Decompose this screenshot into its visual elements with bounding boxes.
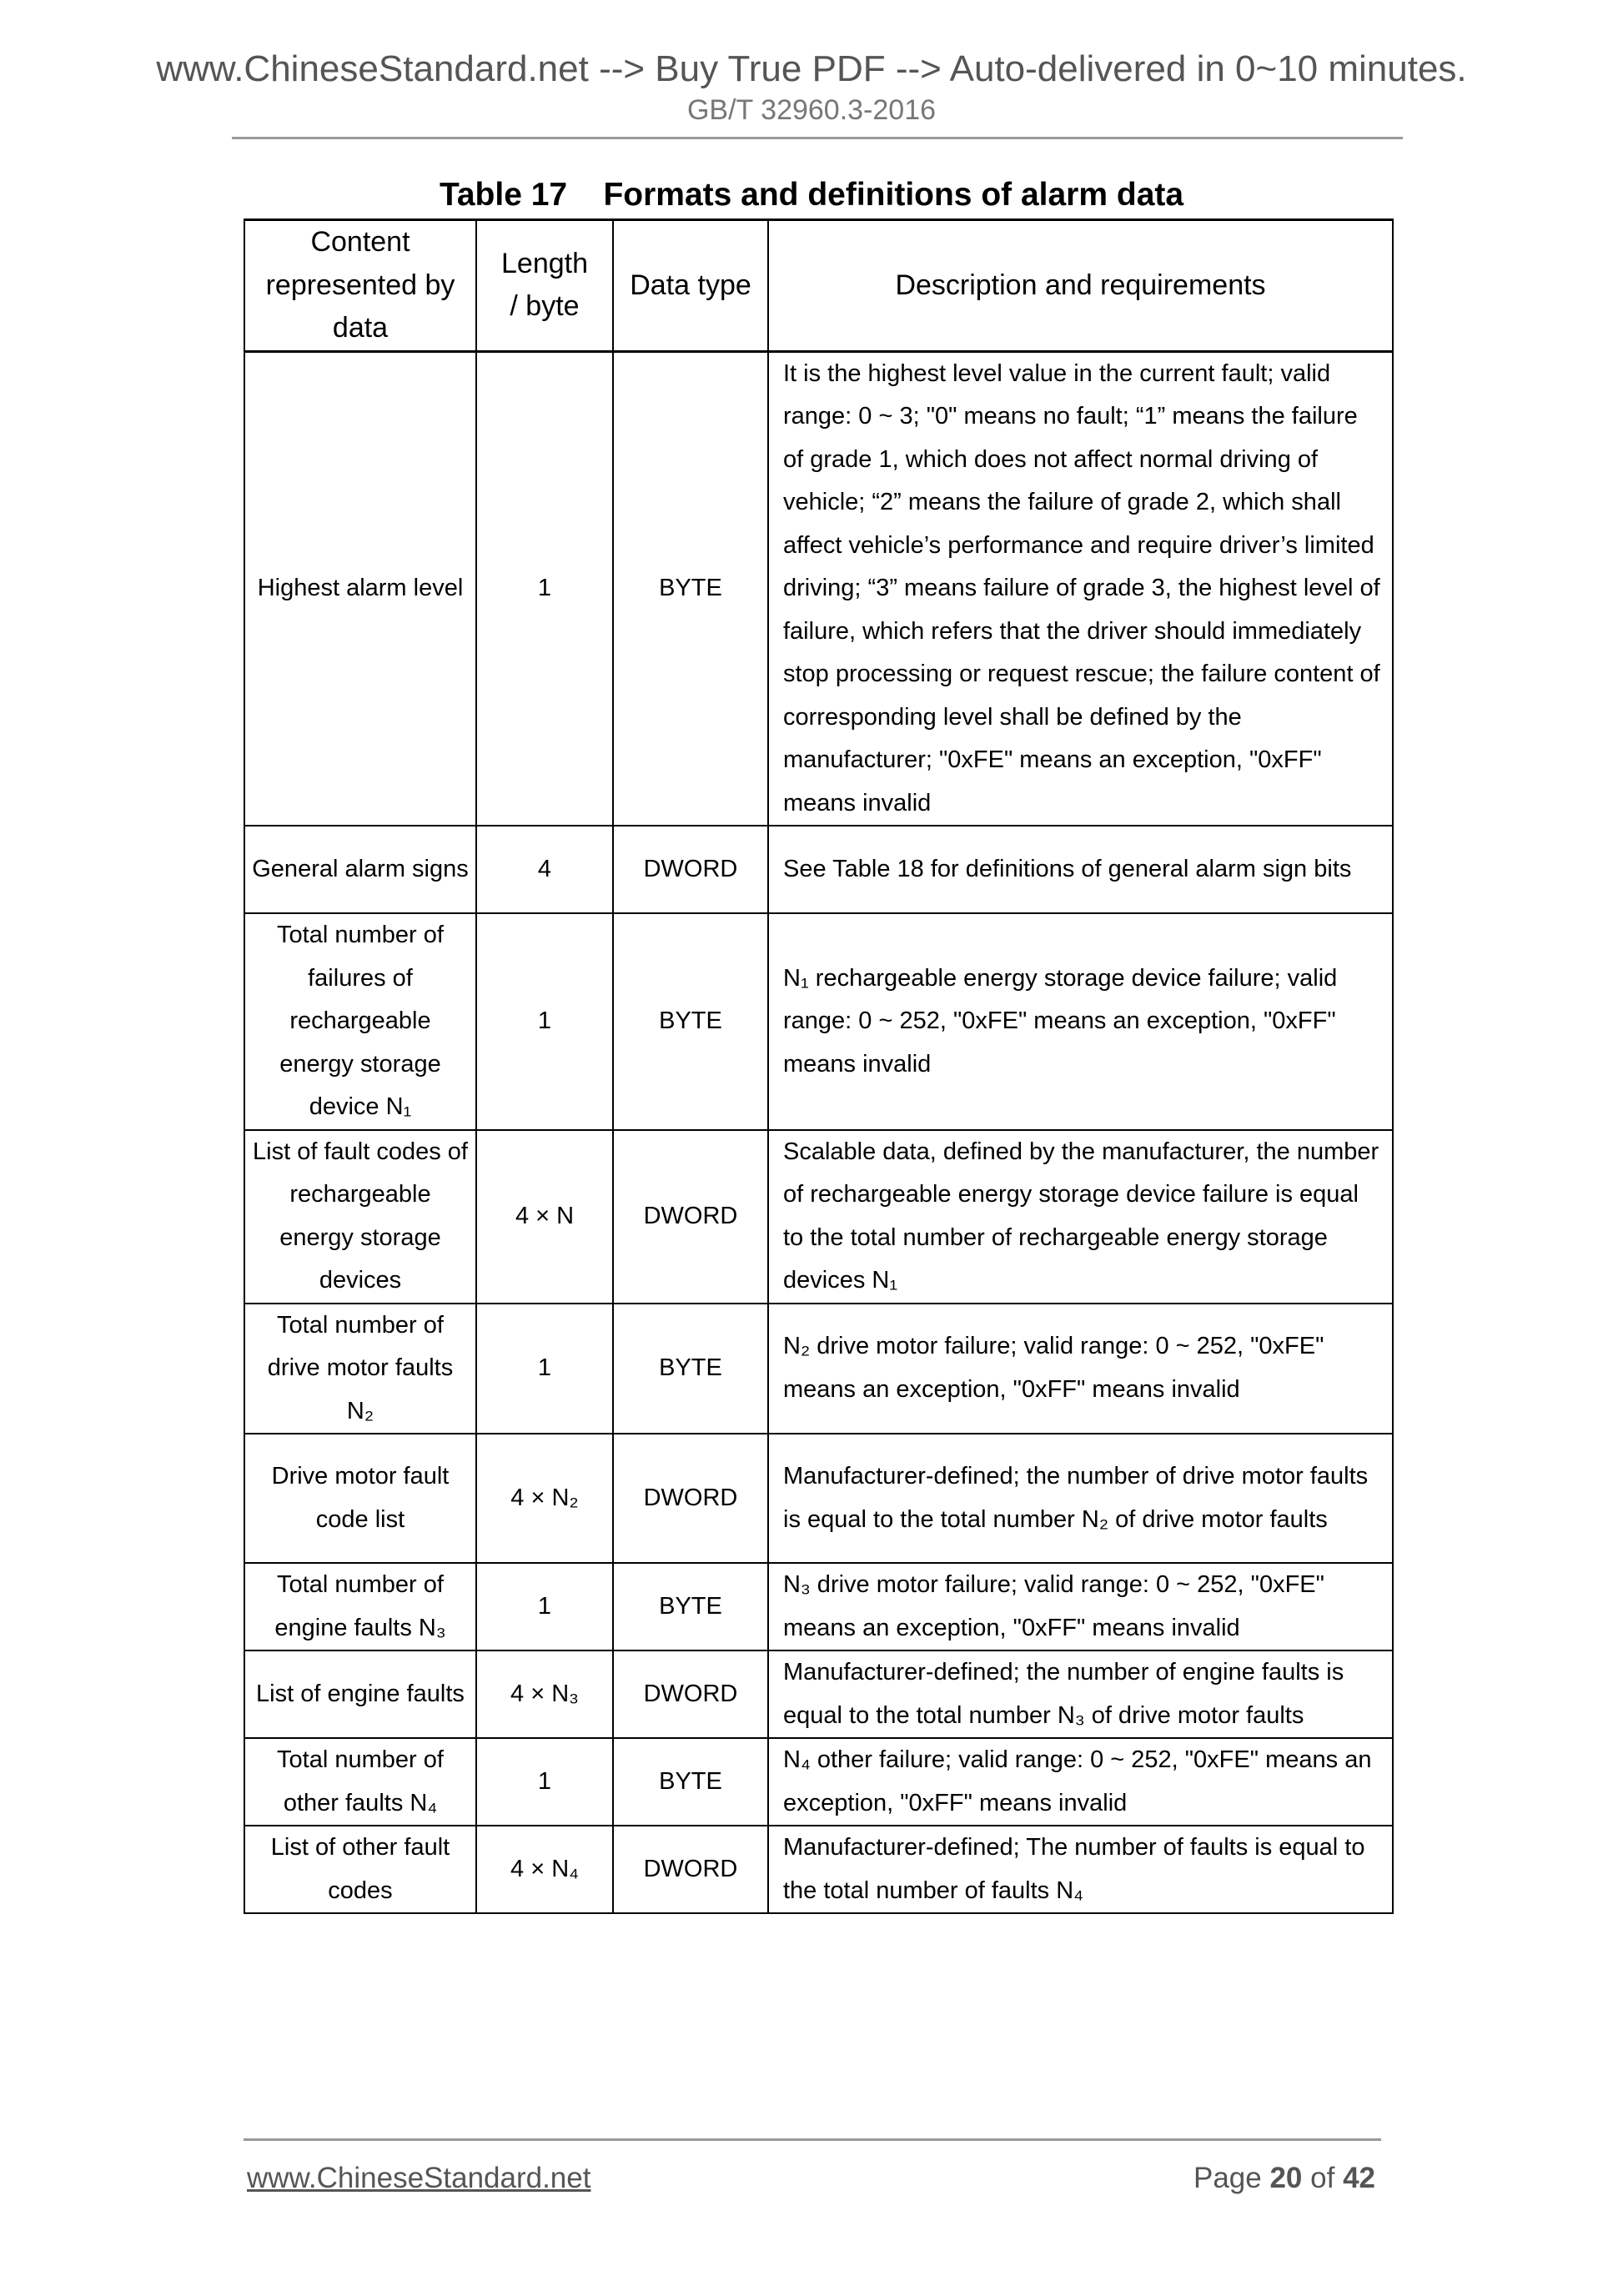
- table-row: [244, 351, 1393, 826]
- table-row: [244, 1304, 1393, 1434]
- table-row: [244, 826, 1393, 913]
- page-number: [1193, 2162, 1375, 2195]
- table-row: [244, 1650, 1393, 1738]
- table-title: Table 17 Formats and definitions of alarm data: [439, 177, 1184, 213]
- cell-data-type: BYTE: [613, 1738, 768, 1826]
- cell-data-type: DWORD: [613, 826, 768, 913]
- table-row: [244, 1738, 1393, 1826]
- cell-length: 4 × N₃: [476, 1650, 613, 1738]
- page-current: 20: [1269, 2162, 1303, 2194]
- cell-length: 1: [476, 1563, 613, 1650]
- cell-length: 1: [476, 351, 613, 826]
- page-of: of: [1310, 2162, 1335, 2194]
- cell-description: Manufacturer-defined; the number of engine faults is equal to the total number N₃ of drive motor faults: [768, 1650, 1393, 1738]
- header-divider: [232, 137, 1403, 139]
- table-row: [244, 1563, 1393, 1650]
- cell-content: Total number of other faults N₄: [244, 1738, 476, 1826]
- footer-website-link[interactable]: www.ChineseStandard.net: [247, 2162, 591, 2194]
- table-row: [244, 1130, 1393, 1304]
- cell-content: Total number of engine faults N₃: [244, 1563, 476, 1650]
- column-header: Description and requirements: [768, 220, 1393, 352]
- cell-data-type: BYTE: [613, 1563, 768, 1650]
- cell-description: N₂ drive motor failure; valid range: 0 ~ 252, "0xFE" means an exception, "0xFF" means invalid: [768, 1304, 1393, 1434]
- alarm-data-table: [244, 219, 1394, 1914]
- cell-description: Manufacturer-defined; the number of drive motor faults is equal to the total number N₂ of drive motor faults: [768, 1434, 1393, 1563]
- footer-divider: [244, 2138, 1381, 2141]
- cell-content: General alarm signs: [244, 826, 476, 913]
- cell-data-type: BYTE: [613, 1304, 768, 1434]
- page-total: 42: [1343, 2162, 1375, 2194]
- table-header-row: [244, 220, 1393, 352]
- cell-data-type: BYTE: [613, 351, 768, 826]
- cell-content: List of other fault codes: [244, 1826, 476, 1913]
- table-row: [244, 1826, 1393, 1913]
- table-row: [244, 913, 1393, 1130]
- cell-description: Scalable data, defined by the manufacturer, the number of rechargeable energy storage device failure is equal to the total number of rechargeable energy storage devices N₁: [768, 1130, 1393, 1304]
- cell-description: N₁ rechargeable energy storage device failure; valid range: 0 ~ 252, "0xFE" means an exception, "0xFF" means invalid: [768, 913, 1393, 1130]
- cell-length: 4 × N₄: [476, 1826, 613, 1913]
- column-header: Length / byte: [476, 220, 613, 352]
- cell-data-type: DWORD: [613, 1434, 768, 1563]
- cell-description: Manufacturer-defined; The number of faults is equal to the total number of faults N₄: [768, 1826, 1393, 1913]
- cell-content: Drive motor fault code list: [244, 1434, 476, 1563]
- cell-data-type: DWORD: [613, 1826, 768, 1913]
- cell-data-type: DWORD: [613, 1650, 768, 1738]
- cell-length: 4 × N₂: [476, 1434, 613, 1563]
- cell-length: 1: [476, 1304, 613, 1434]
- cell-content: List of fault codes of rechargeable energy storage devices: [244, 1130, 476, 1304]
- standard-code: GB/T 32960.3-2016: [686, 94, 937, 126]
- cell-content: Highest alarm level: [244, 351, 476, 826]
- header-banner: www.ChineseStandard.net --> Buy True PDF --> Auto-delivered in 0~10 minutes.: [156, 48, 1467, 89]
- cell-length: 1: [476, 913, 613, 1130]
- cell-description: It is the highest level value in the current fault; valid range: 0 ~ 3; "0" means no fault; “1” means the failure of grade 1, which does not affect normal driving of vehicle; “2” means the failure of grade 2, which shall affect vehicle’s performance and require driver’s limited driving; “3” means failure of grade 3, the highest level of failure, which refers that the driver should immediately stop processing or request rescue; the failure content of corresponding level shall be defined by the manufacturer; "0xFE" means an exception, "0xFF" means invalid: [768, 351, 1393, 826]
- page-prefix: Page: [1193, 2162, 1262, 2194]
- cell-content: Total number of failures of rechargeable energy storage device N₁: [244, 913, 476, 1130]
- cell-content: Total number of drive motor faults N₂: [244, 1304, 476, 1434]
- cell-data-type: BYTE: [613, 913, 768, 1130]
- table-body: [244, 351, 1393, 1913]
- cell-description: N₃ drive motor failure; valid range: 0 ~ 252, "0xFE" means an exception, "0xFF" means invalid: [768, 1563, 1393, 1650]
- cell-length: 4: [476, 826, 613, 913]
- cell-data-type: DWORD: [613, 1130, 768, 1304]
- table-row: [244, 1434, 1393, 1563]
- cell-description: See Table 18 for definitions of general alarm sign bits: [768, 826, 1393, 913]
- column-header: Content represented by data: [244, 220, 476, 352]
- column-header: Data type: [613, 220, 768, 352]
- cell-length: 1: [476, 1738, 613, 1826]
- cell-description: N₄ other failure; valid range: 0 ~ 252, "0xFE" means an exception, "0xFF" means invalid: [768, 1738, 1393, 1826]
- cell-length: 4 × N: [476, 1130, 613, 1304]
- cell-content: List of engine faults: [244, 1650, 476, 1738]
